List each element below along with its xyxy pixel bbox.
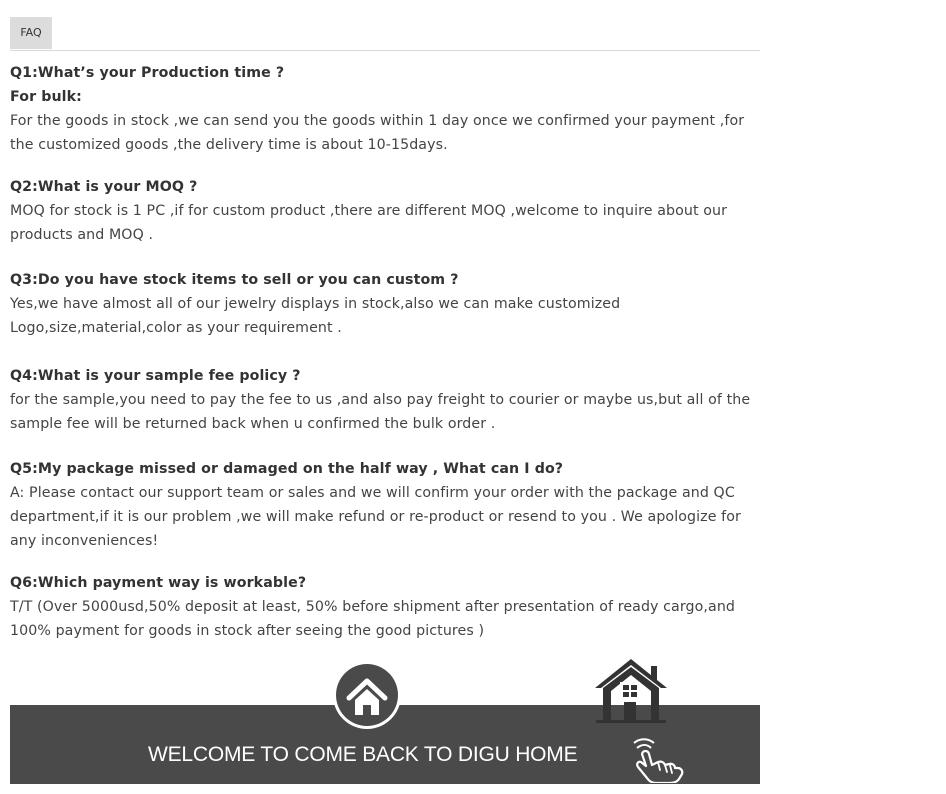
answer-line: sample fee will be returned back when u confirmed the bulk order . bbox=[10, 416, 496, 432]
faq-question: Q5:My package missed or damaged on the half way , What can I do? bbox=[10, 461, 564, 477]
tab-bar bbox=[10, 17, 760, 51]
faq-item bbox=[10, 364, 755, 436]
answer-line: 100% payment for goods in stock after seeing the good pictures ) bbox=[10, 623, 485, 639]
faq-answer bbox=[10, 595, 755, 643]
faq-answer bbox=[10, 109, 755, 157]
home-button-icon bbox=[332, 660, 402, 730]
welcome-banner-text[interactable]: WELCOME TO COME BACK TO DIGU HOME bbox=[148, 743, 578, 766]
faq-subheading: For bulk: bbox=[10, 89, 82, 105]
faq-answer bbox=[10, 292, 755, 340]
faq-question: Q1:What’s your Production time ? bbox=[10, 65, 285, 81]
faq-question: Q3:Do you have stock items to sell or you can custom ? bbox=[10, 272, 459, 288]
answer-line: Yes,we have almost all of our jewelry displays in stock,also we can make customized bbox=[10, 296, 621, 312]
faq-answer bbox=[10, 481, 755, 553]
pointing-hand-icon[interactable] bbox=[626, 737, 684, 783]
faq-question: Q6:Which payment way is workable? bbox=[10, 575, 307, 591]
faq-item bbox=[10, 571, 755, 643]
faq-question: Q4:What is your sample fee policy ? bbox=[10, 368, 301, 384]
faq-item bbox=[10, 457, 755, 553]
faq-item bbox=[10, 175, 755, 247]
faq-item bbox=[10, 61, 755, 157]
answer-line: any inconveniences! bbox=[10, 533, 159, 549]
faq-answer bbox=[10, 388, 755, 436]
answer-line: for the sample,you need to pay the fee to us ,and also pay freight to courier or maybe us,but all of the bbox=[10, 392, 751, 408]
answer-line: MOQ for stock is 1 PC ,if for custom product ,there are different MOQ ,welcome to inquire about our bbox=[10, 203, 728, 219]
answer-line: For the goods in stock ,we can send you the goods within 1 day once we confirmed your payment ,for bbox=[10, 113, 745, 129]
answer-line: A: Please contact our support team or sales and we will confirm your order with the package and QC bbox=[10, 485, 735, 501]
faq-item bbox=[10, 268, 755, 340]
answer-line: T/T (Over 5000usd,50% deposit at least, 50% before shipment after presentation of ready cargo,and bbox=[10, 599, 736, 615]
faq-list bbox=[10, 61, 755, 643]
answer-line: the customized goods ,the delivery time is about 10-15days. bbox=[10, 137, 448, 153]
tab-faq[interactable]: FAQ bbox=[10, 17, 52, 49]
house-icon bbox=[594, 658, 668, 724]
faq-question: Q2:What is your MOQ ? bbox=[10, 179, 198, 195]
home-button[interactable] bbox=[332, 660, 402, 730]
answer-line: department,if it is our problem ,we will make refund or re-product or resend to you . We apologize for bbox=[10, 509, 741, 525]
answer-line: Logo,size,material,color as your requirement . bbox=[10, 320, 342, 336]
faq-answer bbox=[10, 199, 755, 247]
answer-line: products and MOQ . bbox=[10, 227, 154, 243]
